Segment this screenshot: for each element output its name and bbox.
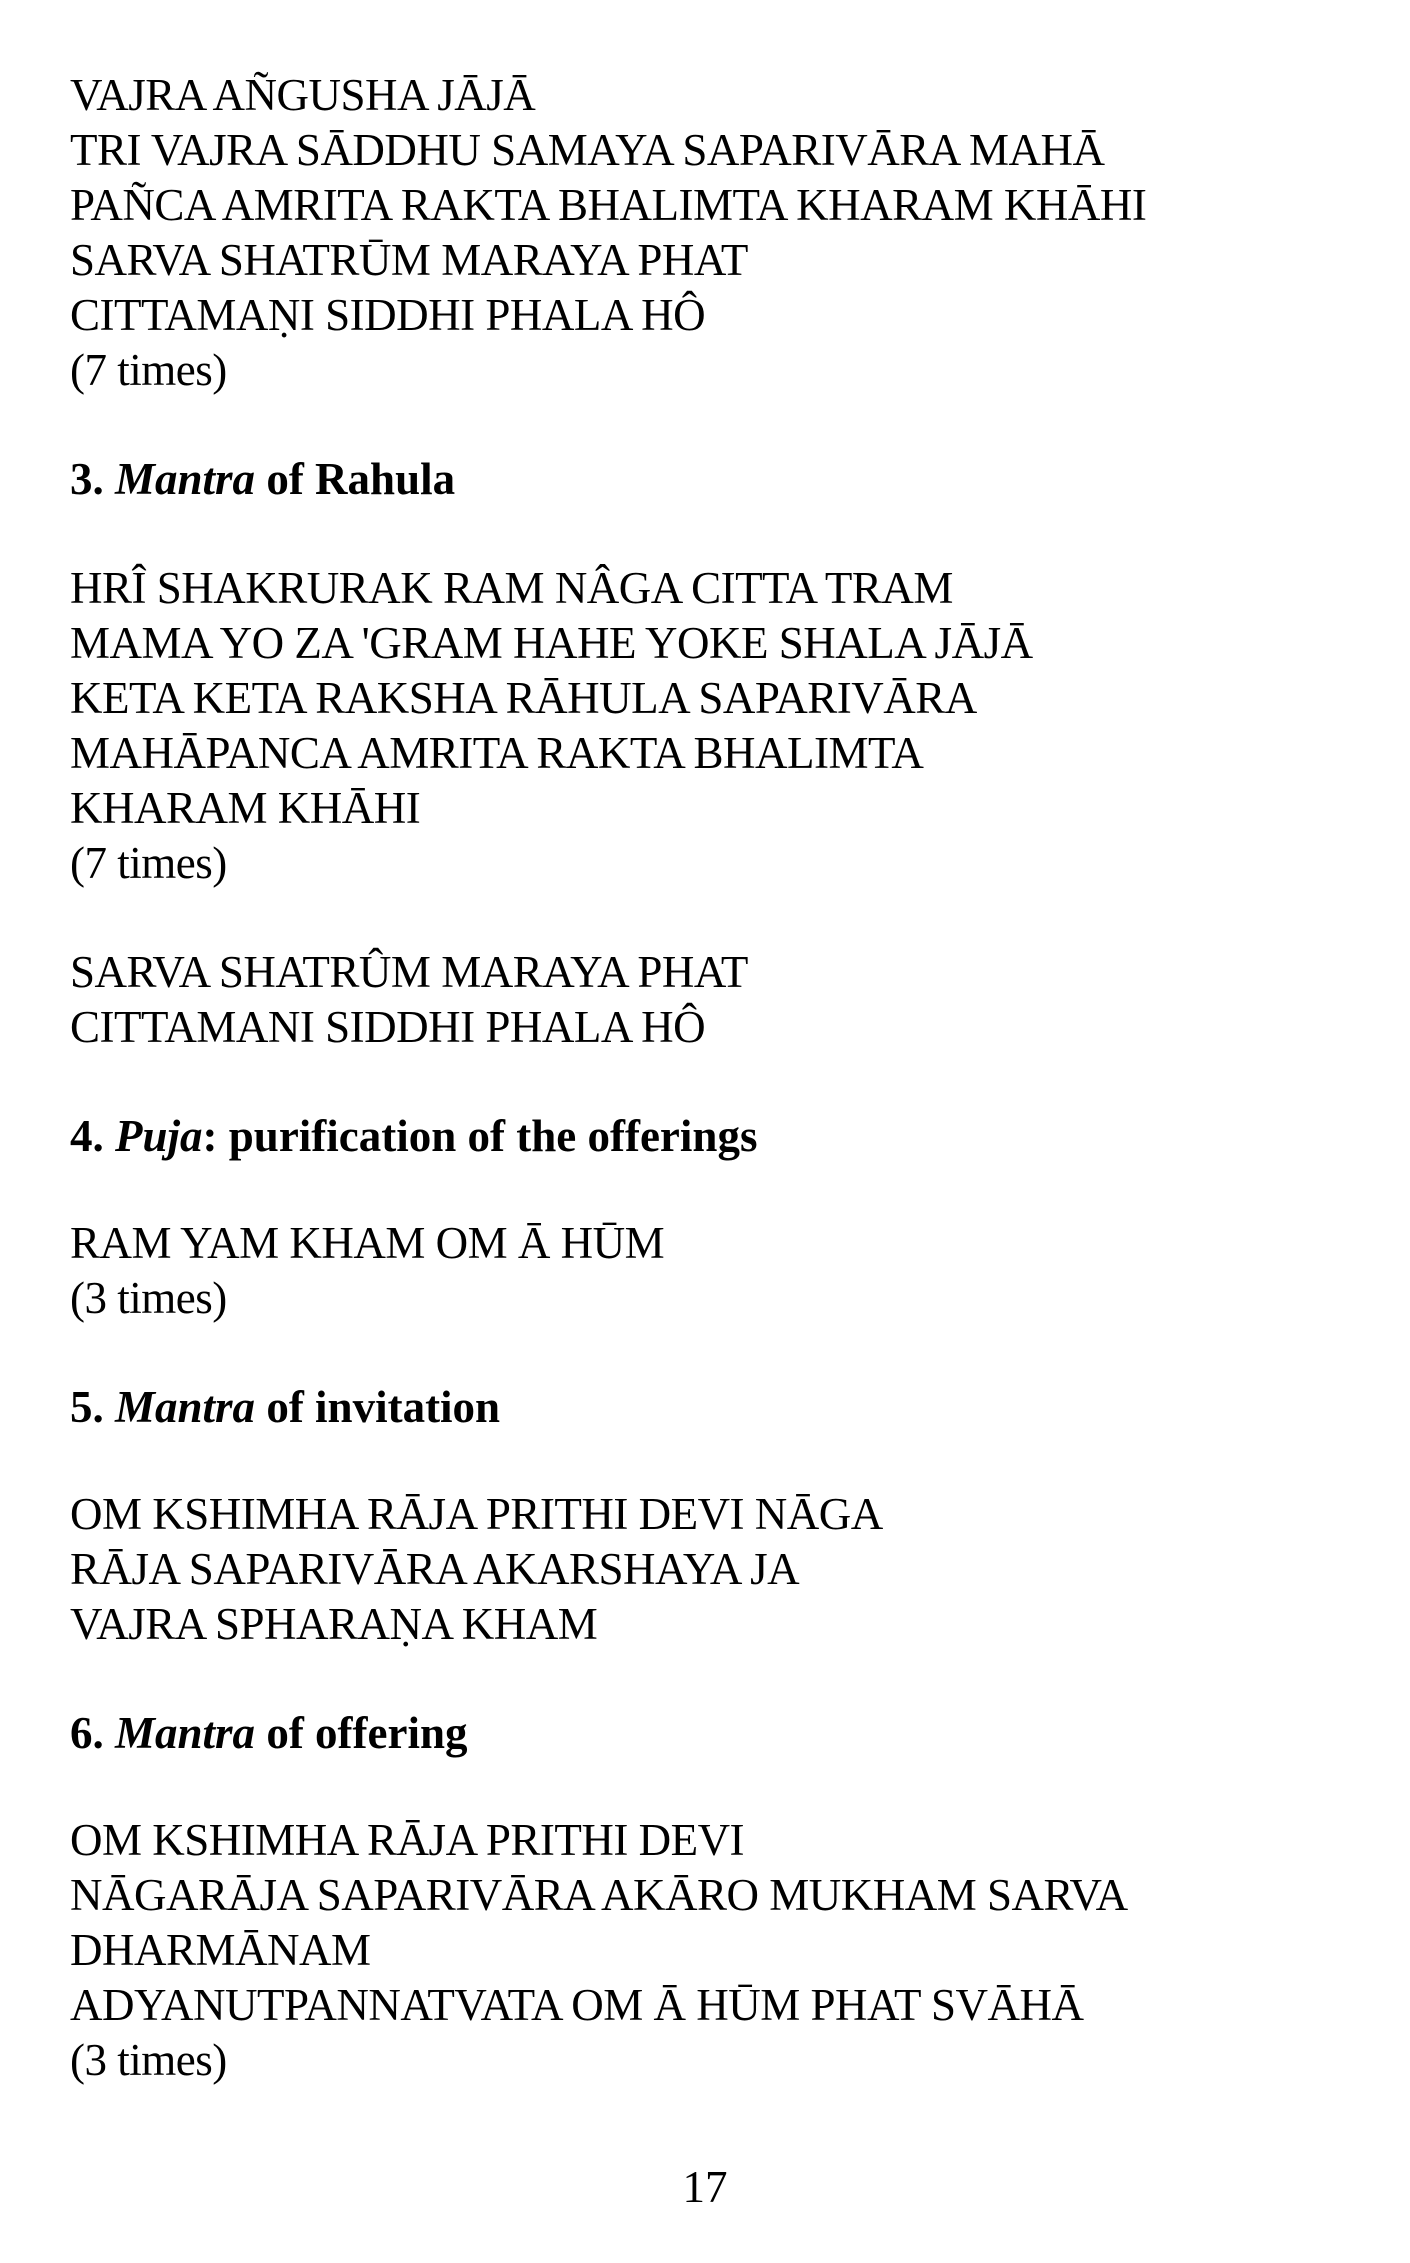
mantra-block-offering <box>70 1813 1370 2088</box>
section-heading-rahula-mantra <box>70 452 1370 507</box>
mantra-line: KETA KETA RAKSHA RĀHULA SAPARIVĀRA <box>70 673 977 723</box>
repeat-count: (3 times) <box>70 2035 227 2085</box>
section-title-italic: Puja <box>115 1111 203 1161</box>
mantra-line: MAMA YO ZA 'GRAM HAHE YOKE SHALA JĀJĀ <box>70 618 1033 668</box>
mantra-line: SARVA SHATRÛM MARAYA PHAT <box>70 947 748 997</box>
mantra-block-rahula <box>70 561 1370 891</box>
mantra-line: KHARAM KHĀHI <box>70 783 421 833</box>
mantra-line: NĀGARĀJA SAPARIVĀRA AKĀRO MUKHAM SARVA <box>70 1870 1128 1920</box>
section-number: 6. <box>70 1708 104 1758</box>
mantra-line: VAJRA SPHARAṆA KHAM <box>70 1599 598 1649</box>
section-heading-puja <box>70 1109 1370 1164</box>
section-title-rest: : purification of the offerings <box>202 1111 758 1161</box>
mantra-line: PAÑCA AMRITA RAKTA BHALIMTA KHARAM KHĀHI <box>70 180 1147 230</box>
mantra-line: OM KSHIMHA RĀJA PRITHI DEVI NĀGA <box>70 1489 883 1539</box>
page-number: 17 <box>682 2162 728 2212</box>
section-number: 3. <box>70 454 104 504</box>
mantra-line: OM KSHIMHA RĀJA PRITHI DEVI <box>70 1815 745 1865</box>
section-title-rest: of Rahula <box>255 454 456 504</box>
section-title-italic: Mantra <box>115 1708 256 1758</box>
section-number: 5. <box>70 1382 104 1432</box>
mantra-line: CITTAMAṆI SIDDHI PHALA HÔ <box>70 290 706 340</box>
mantra-line: ADYANUTPANNATVATA OM Ā HŪM PHAT SVĀHĀ <box>70 1980 1084 2030</box>
section-title-rest: of invitation <box>255 1382 501 1432</box>
mantra-line: DHARMĀNAM <box>70 1925 371 1975</box>
section-heading-invitation <box>70 1380 1370 1435</box>
repeat-count: (7 times) <box>70 838 227 888</box>
repeat-count: (7 times) <box>70 345 227 395</box>
mantra-block-invitation <box>70 1487 1370 1652</box>
mantra-block-purification <box>70 1216 1370 1326</box>
section-number: 4. <box>70 1111 104 1161</box>
mantra-block-rahula-closing <box>70 945 1370 1055</box>
mantra-line: CITTAMANI SIDDHI PHALA HÔ <box>70 1002 706 1052</box>
mantra-line: MAHĀPANCA AMRITA RAKTA BHALIMTA <box>70 728 924 778</box>
mantra-line: SARVA SHATRŪM MARAYA PHAT <box>70 235 748 285</box>
section-title-italic: Mantra <box>115 1382 256 1432</box>
mantra-line: RAM YAM KHAM OM Ā HŪM <box>70 1218 665 1268</box>
mantra-block-vajra <box>70 68 1370 398</box>
repeat-count: (3 times) <box>70 1273 227 1323</box>
section-title-rest: of offering <box>255 1708 468 1758</box>
section-heading-offering <box>70 1706 1370 1761</box>
section-title-italic: Mantra <box>115 454 256 504</box>
mantra-line: RĀJA SAPARIVĀRA AKARSHAYA JA <box>70 1544 800 1594</box>
mantra-line: VAJRA AÑGUSHA JĀJĀ <box>70 70 536 120</box>
mantra-line: HRÎ SHAKRURAK RAM NÂGA CITTA TRAM <box>70 563 953 613</box>
mantra-line: TRI VAJRA SĀDDHU SAMAYA SAPARIVĀRA MAHĀ <box>70 125 1105 175</box>
